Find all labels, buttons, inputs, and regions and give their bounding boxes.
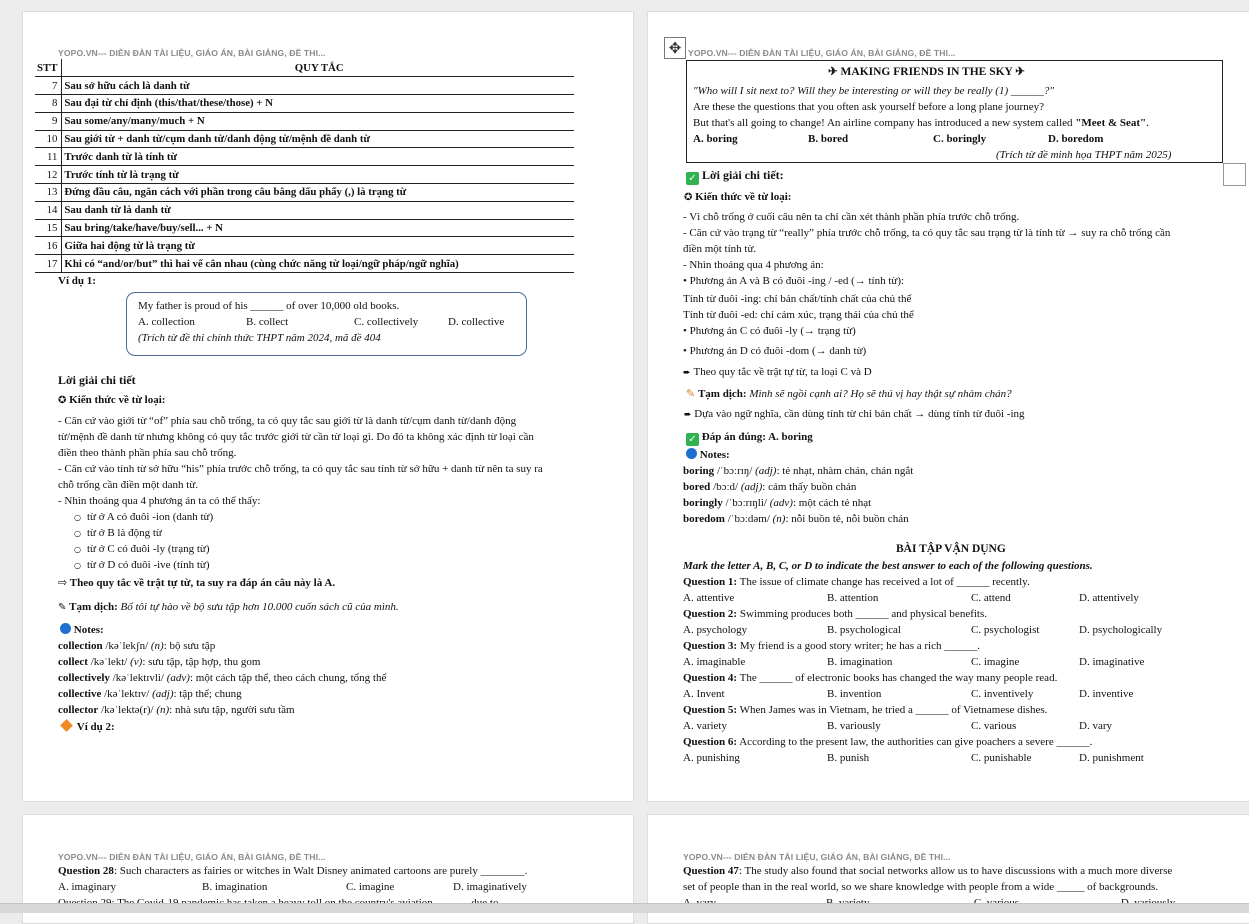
- option-d: D. boredom: [1048, 133, 1104, 145]
- explanation-line: [683, 210, 1019, 224]
- row-number: 14: [35, 201, 62, 219]
- question-options: [683, 751, 1144, 765]
- example2-label: Ví dụ 2:: [76, 721, 115, 733]
- note-ipa: /ˈbɔːdəm/: [724, 513, 773, 525]
- explanation-text: - Vì chỗ trống ở cuối câu nên ta chỉ cần xét thành phần phía trước chỗ trống.: [683, 211, 1020, 223]
- table-row: [35, 77, 574, 95]
- option-a: A. variety: [683, 720, 727, 732]
- note-ipa: /kəˈlektə(r)/: [98, 704, 157, 716]
- arrow-icon: ➨: [683, 368, 691, 378]
- selection-handle[interactable]: [1223, 163, 1246, 186]
- option-d: D. imaginative: [1079, 656, 1145, 668]
- note-item: [58, 703, 295, 717]
- check-icon: ✓: [686, 433, 699, 446]
- table-row: [35, 201, 574, 219]
- question-47: [683, 864, 1172, 878]
- row-number: 9: [35, 112, 62, 130]
- explanation-text: - Căn cứ vào trạng từ “really” phía trước chỗ trống, ta có quy tắc sau trạng từ là tính từ → suy ra chỗ trống cần: [683, 227, 1171, 239]
- question-text: The issue of climate change has received a lot of ______ recently.: [737, 576, 1030, 588]
- note-ipa: /ˈbɔːrɪŋ/: [714, 465, 756, 477]
- option-a: A. collection: [138, 316, 195, 328]
- paragraph-line: chỗ trống cần điền một danh từ.: [58, 479, 199, 491]
- translation-right: [686, 387, 1012, 401]
- note-item: [683, 496, 871, 510]
- answer-line: [686, 430, 813, 446]
- note-item: [683, 464, 913, 478]
- question-label: Question 5:: [683, 704, 738, 716]
- question-text: The ______ of electronic books has changed the way many people read.: [737, 672, 1058, 684]
- note-word: boringly: [683, 497, 723, 509]
- answer-text: Đáp án đúng: A. boring: [701, 431, 813, 443]
- question-item: [683, 639, 980, 653]
- pencil-icon: ✎: [686, 387, 696, 400]
- translation-left: [58, 600, 399, 615]
- option-d: D. inventive: [1079, 688, 1134, 700]
- question-label: Question 47: [683, 865, 739, 877]
- example1-source: (Trích từ đề thi chính thức THPT năm 2024, mã đề 404: [138, 332, 381, 344]
- row-number: 11: [35, 148, 62, 166]
- note-pos: (adv): [166, 672, 190, 684]
- option-b: B. collect: [246, 316, 289, 328]
- note-item: [683, 512, 909, 526]
- bullet-text: từ ở A có đuôi -ion (danh từ): [86, 511, 214, 523]
- question-text: : Such characters as fairies or witches in Walt Disney animated cartoons are purely ________.: [113, 865, 528, 877]
- table-row: [35, 219, 574, 237]
- option-c: C. inventively: [971, 688, 1034, 700]
- col-header-stt: STT: [35, 59, 62, 77]
- option-c: C. imagine: [971, 656, 1020, 668]
- question-item: [683, 703, 1047, 717]
- question-label: Question 28: [58, 865, 114, 877]
- explanation-line: [683, 365, 872, 380]
- question-item: [683, 671, 1057, 685]
- exercise-instruction: Mark the letter A, B, C, or D to indicate the best answer to each of the following questions.: [683, 560, 1093, 572]
- blue-dot-icon: [686, 448, 697, 459]
- pencil-icon: ✎: [58, 602, 67, 613]
- note-pos: (n): [156, 704, 170, 716]
- table-row: [35, 255, 574, 273]
- row-number: 16: [35, 237, 62, 255]
- blue-dot-icon: [60, 623, 71, 634]
- box-line-1: "Who will I sit next to? Will they be interesting or will they be really (1) ______?": [693, 85, 1054, 97]
- explanation-line: [683, 292, 911, 306]
- table-row: [35, 237, 574, 255]
- note-item: [58, 655, 260, 669]
- row-number: 10: [35, 130, 62, 148]
- note-ipa: /kəˈlekt/: [87, 656, 131, 668]
- question-text: Swimming produces both ______ and physical benefits.: [737, 608, 988, 620]
- explanation-text: điền một tính từ.: [683, 243, 757, 255]
- note-meaning: : tập thể; chung: [173, 688, 242, 700]
- option-b: B. imagination: [827, 656, 893, 668]
- note-ipa: /kəˈlektɪvli/: [109, 672, 167, 684]
- explanation-text: - Nhìn thoáng qua 4 phương án:: [683, 259, 824, 271]
- note-word: boredom: [683, 513, 725, 525]
- question-label: Question 1:: [683, 576, 738, 588]
- row-number: 7: [35, 77, 62, 95]
- note-meaning: : tẻ nhạt, nhàm chán, chán ngắt: [776, 465, 914, 477]
- option-b: B. punish: [827, 752, 870, 764]
- table-row: [35, 166, 574, 184]
- notes-heading-right: [686, 448, 730, 462]
- question-text: : The study also found that social networks allow us to have discussions with a much more diverse: [738, 865, 1173, 877]
- option-b: B. attention: [827, 592, 879, 604]
- col-header-rule: QUY TẮC: [62, 59, 574, 77]
- note-item: [58, 671, 386, 685]
- exercise-title: BÀI TẬP VẬN DỤNG: [896, 543, 1006, 555]
- bullet-text: từ ở C có đuôi -ly (trạng từ): [86, 543, 210, 555]
- arrow-icon: ➨: [684, 410, 692, 420]
- bullet-text: từ ở D có đuôi -ive (tính từ): [86, 559, 210, 571]
- page-header-bottom-right: YOPO.VN--- DIỄN ĐÀN TÀI LIỆU, GIÁO ÁN, BÀI GIẢNG, ĐỀ THI...: [683, 852, 951, 862]
- question-text: My friend is a good story writer; he has a rich ______.: [737, 640, 980, 652]
- notes-label: Notes:: [73, 624, 104, 636]
- check-icon: ✓: [686, 172, 699, 185]
- notes-heading-left: [60, 623, 104, 637]
- table-row: [35, 95, 574, 113]
- question-item: [683, 575, 1030, 589]
- arrow-icon: ⇨: [58, 576, 68, 589]
- row-number: 8: [35, 95, 62, 113]
- example1-label: Ví dụ 1:: [58, 275, 96, 287]
- row-number: 13: [35, 184, 62, 202]
- option-b: B. invention: [827, 688, 882, 700]
- note-pos: (n): [150, 640, 164, 652]
- option-d: D. imaginatively: [453, 881, 527, 893]
- option-d: D. punishment: [1079, 752, 1144, 764]
- note-meaning: : nỗi buồn tẻ, nỗi buồn chán: [785, 513, 909, 525]
- note-word: collection: [58, 640, 103, 652]
- row-rule: Sau danh từ là danh từ: [62, 201, 574, 219]
- orange-diamond-icon: [60, 719, 73, 732]
- note-pos: (n): [772, 513, 786, 525]
- row-rule: Giữa hai động từ là trạng từ: [62, 237, 574, 255]
- gear-icon: ✪: [58, 395, 67, 406]
- note-item: [58, 687, 242, 701]
- row-rule: Sau sở hữu cách là danh từ: [62, 77, 574, 95]
- question-28-options: [58, 880, 527, 894]
- meaning-line: [684, 407, 1025, 422]
- explanation-text: Tính từ đuôi -ed: chỉ cảm xúc, trạng thái của chủ thể: [683, 309, 914, 321]
- option-c: C. boringly: [933, 133, 987, 145]
- row-rule: Sau đại từ chỉ định (this/that/these/those) + N: [62, 95, 574, 113]
- option-c: C. punishable: [971, 752, 1032, 764]
- row-rule: Khi có “and/or/but” thì hai vế cân nhau (cùng chức năng từ loại/ngữ pháp/ngữ nghĩa): [62, 255, 574, 273]
- solution-title-left: Lời giải chi tiết: [58, 373, 136, 387]
- conclusion-left: [58, 576, 335, 590]
- option-a: A. boring: [693, 133, 738, 145]
- conclusion-text: Theo quy tắc về trật tự từ, ta suy ra đáp án câu này là A.: [69, 577, 336, 589]
- explanation-line: [683, 274, 904, 288]
- note-item: [58, 639, 215, 653]
- option-b: B. psychological: [827, 624, 901, 636]
- box-title: ✈ MAKING FRIENDS IN THE SKY ✈: [828, 66, 1025, 78]
- note-ipa: /kəˈlektɪv/: [101, 688, 153, 700]
- bullet-item: [74, 542, 210, 557]
- question-item: [683, 735, 1092, 749]
- rules-table: [35, 59, 574, 273]
- question-options: [683, 623, 1162, 637]
- table-row: [35, 112, 574, 130]
- knowledge-title-left: [58, 393, 165, 408]
- box-line-3-post: .: [1146, 117, 1149, 129]
- note-ipa: /bɔːd/: [710, 481, 741, 493]
- option-d: D. vary: [1079, 720, 1112, 732]
- row-number: 12: [35, 166, 62, 184]
- row-rule: Sau bring/take/have/buy/sell... + N: [62, 219, 574, 237]
- explanation-line: [683, 258, 824, 272]
- explanation-line: [683, 226, 1170, 240]
- note-word: collect: [58, 656, 88, 668]
- translate-text: Bố tôi tự hào về bộ sưu tập hơn 10.000 cuốn sách cũ của mình.: [120, 601, 399, 613]
- bullet-item: [74, 510, 213, 525]
- box-options: [693, 132, 1103, 146]
- option-c: C. imagine: [346, 881, 395, 893]
- explanation-text: • Phương án A và B có đuôi -ing / -ed (→ tính từ):: [683, 275, 905, 287]
- option-c: C. various: [971, 720, 1017, 732]
- question-47-line-2: set of people than in the real world, so we share knowledge with people from a wide _____ of backgrounds.: [683, 881, 1159, 893]
- example1-options: [138, 315, 504, 329]
- box-line-3-bold: "Meet & Seat": [1075, 117, 1147, 129]
- question-item: [683, 607, 987, 621]
- explanation-text: • Phương án D có đuôi -dom (→ danh từ): [683, 345, 867, 357]
- note-word: bored: [683, 481, 711, 493]
- box-source: (Trích từ đề minh họa THPT năm 2025): [996, 149, 1172, 161]
- note-word: collective: [58, 688, 102, 700]
- explanation-line: [683, 344, 866, 358]
- question-label: Question 2:: [683, 608, 738, 620]
- note-pos: (v): [130, 656, 143, 668]
- question-label: Question 4:: [683, 672, 738, 684]
- row-rule: Đứng đầu câu, ngăn cách với phần trong câu bằng dấu phẩy (,) là trạng từ: [62, 184, 574, 202]
- bullet-icon: ○: [74, 529, 81, 538]
- box-line-3-pre: But that's all going to change! An airline company has introduced a new system called: [693, 117, 1076, 129]
- note-pos: (adj): [152, 688, 174, 700]
- gear-icon: ✪: [684, 192, 693, 203]
- note-meaning: : một cách tẻ nhạt: [792, 497, 872, 509]
- solution-title-text: Lời giải chi tiết:: [702, 168, 784, 182]
- bullet-icon: ○: [74, 545, 81, 554]
- paragraph-line: - Căn cứ vào tính từ sở hữu “his” phía trước chỗ trống, ta có quy tắc sau tính từ sở hữu + danh từ nên ta suy ra: [58, 463, 543, 475]
- solution-title-right: [686, 168, 784, 185]
- question-options: [683, 591, 1139, 605]
- note-meaning: : một cách tập thể, theo cách chung, tổng thể: [189, 672, 387, 684]
- note-meaning: : bộ sưu tập: [163, 640, 216, 652]
- row-number: 15: [35, 219, 62, 237]
- explanation-line: [683, 324, 856, 338]
- page-header-left: YOPO.VN--- DIỄN ĐÀN TÀI LIỆU, GIÁO ÁN, BÀI GIẢNG, ĐỀ THI...: [58, 48, 326, 58]
- option-c: C. psychologist: [971, 624, 1040, 636]
- note-meaning: : cảm thấy buồn chán: [762, 481, 857, 493]
- page-header-right: YOPO.VN--- DIỄN ĐÀN TÀI LIỆU, GIÁO ÁN, BÀI GIẢNG, ĐỀ THI...: [688, 48, 956, 58]
- row-rule: Sau giới từ + danh từ/cụm danh từ/danh động từ/mệnh đề danh từ: [62, 130, 574, 148]
- note-item: [683, 480, 856, 494]
- row-rule: Trước danh từ là tính từ: [62, 148, 574, 166]
- explanation-text: Theo quy tắc về trật tự từ, ta loại C và D: [693, 366, 872, 378]
- translate-text: Mình sẽ ngồi cạnh ai? Họ sẽ thú vị hay thật sự nhàm chán?: [749, 388, 1012, 400]
- option-d: D. attentively: [1079, 592, 1139, 604]
- note-pos: (adv): [769, 497, 793, 509]
- explanation-text: • Phương án C có đuôi -ly (→ trạng từ): [683, 325, 856, 337]
- option-a: A. punishing: [683, 752, 740, 764]
- question-28: [58, 864, 527, 878]
- paragraph-line: điền theo thành phần phía sau chỗ trống.: [58, 447, 237, 459]
- row-rule: Trước tính từ là trạng từ: [62, 166, 574, 184]
- knowledge-title-text: Kiến thức về từ loại:: [69, 394, 166, 406]
- note-ipa: /ˈbɔːrɪŋli/: [722, 497, 770, 509]
- box-line-3: [693, 116, 1149, 130]
- box-line-2: Are these the questions that you often ask yourself before a long plane journey?: [693, 101, 1044, 113]
- paragraph-line: - Nhìn thoáng qua 4 phương án ta có thể thấy:: [58, 495, 261, 507]
- question-label: Question 6:: [683, 736, 738, 748]
- example2-heading: [62, 720, 115, 734]
- option-c: C. attend: [971, 592, 1011, 604]
- note-ipa: /kəˈlekʃn/: [102, 640, 151, 652]
- option-b: B. bored: [808, 133, 849, 145]
- option-c: C. collectively: [354, 316, 419, 328]
- question-options: [683, 655, 1144, 669]
- translate-label: Tạm dịch:: [697, 388, 747, 400]
- option-a: A. attentive: [683, 592, 735, 604]
- table-row: [35, 184, 574, 202]
- notes-label: Notes:: [699, 449, 730, 461]
- option-a: A. imaginary: [58, 881, 117, 893]
- bullet-item: [74, 526, 162, 541]
- row-number: 17: [35, 255, 62, 273]
- paragraph-line: từ/mệnh đề danh từ nhưng không có quy tắc trước giới từ cần từ loại gì. Do đó ta không xác định từ loại cần: [58, 431, 534, 443]
- note-word: collectively: [58, 672, 110, 684]
- table-row: [35, 130, 574, 148]
- option-b: B. imagination: [202, 881, 268, 893]
- option-d: D. collective: [448, 316, 505, 328]
- note-word: collector: [58, 704, 99, 716]
- note-meaning: : sưu tập, tập hợp, thu gom: [142, 656, 261, 668]
- question-text: According to the present law, the authorities can give poachers a severe ______.: [737, 736, 1093, 748]
- option-a: A. psychology: [683, 624, 748, 636]
- bullet-item: [74, 558, 210, 573]
- meaning-text: Dựa vào ngữ nghĩa, cần dùng tính từ chỉ bản chất → dùng tính từ đuôi -ing: [694, 408, 1025, 420]
- question-options: [683, 719, 1112, 733]
- option-a: A. imaginable: [683, 656, 746, 668]
- note-word: boring: [683, 465, 715, 477]
- explanation-line: [683, 308, 914, 322]
- option-a: A. Invent: [683, 688, 725, 700]
- bullet-icon: ○: [74, 513, 81, 522]
- question-text: When James was in Vietnam, he tried a ______ of Vietnamese dishes.: [737, 704, 1048, 716]
- question-label: Question 3:: [683, 640, 738, 652]
- row-rule: Sau some/any/many/much + N: [62, 112, 574, 130]
- translate-label: Tạm dịch:: [69, 601, 118, 613]
- knowledge-title-right: [684, 190, 791, 205]
- paragraph-line: - Căn cứ vào giới từ “of” phía sau chỗ trống, ta có quy tắc sau giới từ là danh từ/cụm danh từ/danh động: [58, 415, 517, 427]
- explanation-text: Tính từ đuôi -ing: chỉ bản chất/tính chất của chủ thể: [683, 293, 912, 305]
- bullet-icon: ○: [74, 561, 81, 570]
- table-row: [35, 148, 574, 166]
- page-header-bottom-left: YOPO.VN--- DIỄN ĐÀN TÀI LIỆU, GIÁO ÁN, BÀI GIẢNG, ĐỀ THI...: [58, 852, 326, 862]
- example1-question: My father is proud of his ______ of over 10,000 old books.: [138, 300, 400, 312]
- window-bottom-edge: [0, 903, 1249, 913]
- note-pos: (adj): [755, 465, 777, 477]
- move-handle-icon[interactable]: ✥: [664, 37, 686, 59]
- option-b: B. variously: [827, 720, 881, 732]
- knowledge-title-text: Kiến thức về từ loại:: [695, 191, 792, 203]
- note-meaning: : nhà sưu tập, người sưu tầm: [169, 704, 295, 716]
- question-options: [683, 687, 1133, 701]
- note-pos: (adj): [740, 481, 763, 493]
- bullet-text: từ ở B là động từ: [86, 527, 162, 539]
- option-d: D. psychologically: [1079, 624, 1163, 636]
- explanation-line: [683, 242, 756, 256]
